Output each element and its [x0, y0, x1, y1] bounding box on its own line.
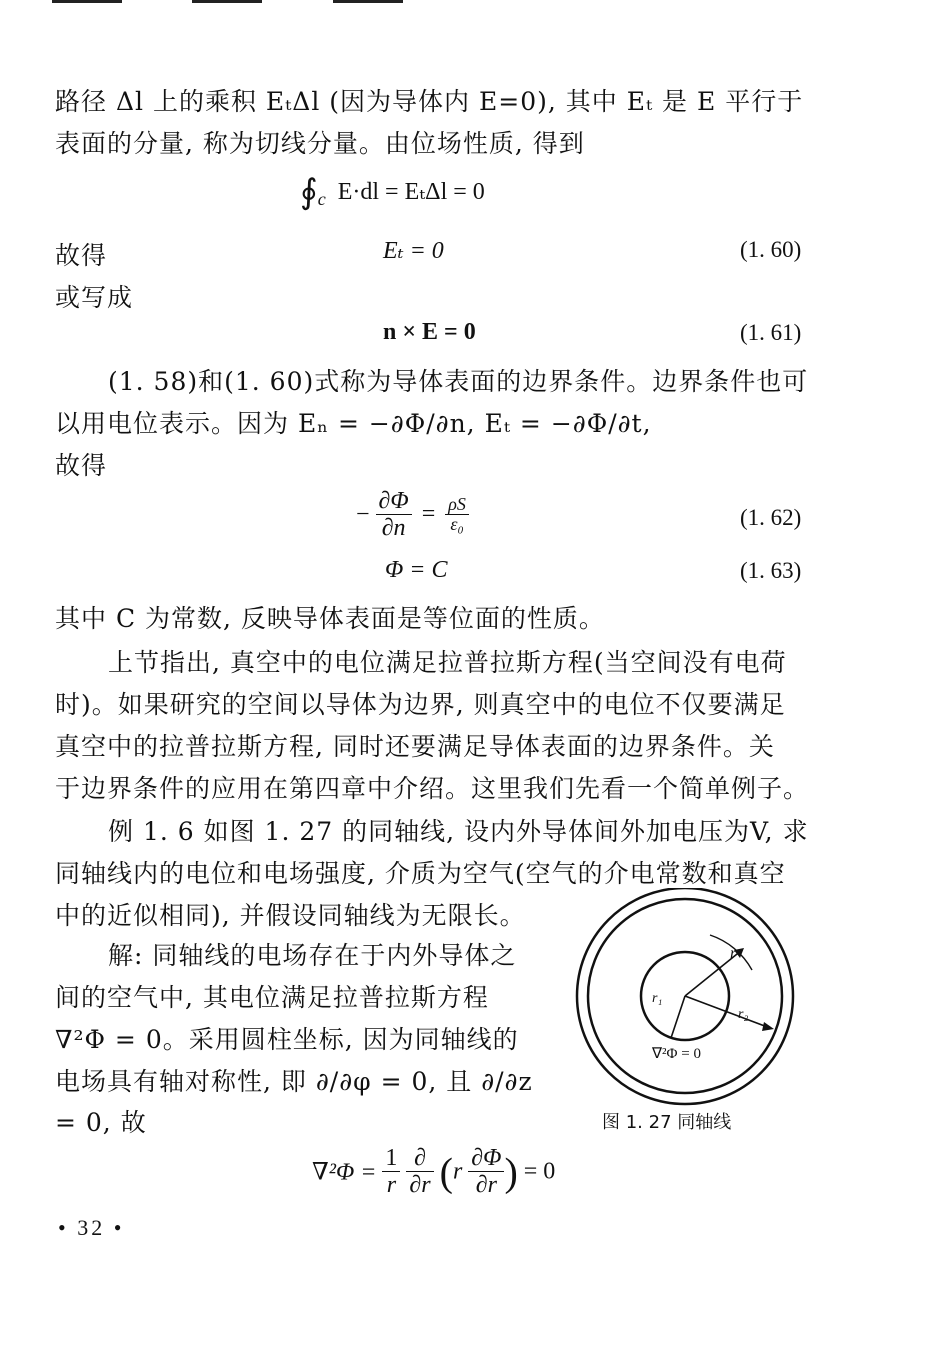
radius-r1-line: [671, 996, 685, 1038]
final-frac2-bottom: ∂r: [409, 1172, 431, 1199]
final-right-paren: ): [504, 1149, 518, 1195]
final-frac1-bottom: r: [386, 1172, 397, 1199]
example-line1: 例 1. 6 如图 1. 27 的同轴线, 设内外导体间外加电压为V, 求: [108, 817, 809, 846]
eq160-body: Eₜ = 0: [383, 238, 444, 264]
top-rule-3: [333, 0, 403, 3]
final-frac-1-over-r: [382, 1145, 400, 1199]
para4-line3: 真空中的拉普拉斯方程, 同时还要满足导体表面的边界条件。关: [55, 732, 775, 761]
final-frac1-top: 1: [382, 1145, 400, 1172]
final-equation: [312, 1145, 555, 1199]
para1-line2: 表面的分量, 称为切线分量。由位场性质, 得到: [55, 129, 585, 158]
eq162-lhs-fraction: [376, 488, 412, 542]
eq162-lhs-denominator: ∂n: [381, 515, 406, 542]
para1-line1: 路径 Δl 上的乘积 EₜΔl (因为导体内 E=0), 其中 Eₜ 是 E 平行于: [55, 87, 804, 116]
coaxial-line-figure: [570, 888, 800, 1108]
figure-caption: 图 1. 27 同轴线: [602, 1112, 732, 1133]
contour-subscript: c: [317, 188, 326, 209]
final-frac-d-dr: [406, 1145, 433, 1199]
eq162-minus: −: [356, 501, 370, 528]
para3: 其中 C 为常数, 反映导体表面是等位面的性质。: [55, 604, 605, 633]
eq162-rhs-numerator: ρS: [445, 495, 469, 516]
label-laplace: ∇²Φ = 0: [652, 1046, 701, 1062]
top-rule-1: [52, 0, 122, 3]
label-r1: r₁: [652, 991, 663, 1006]
final-lhs: ∇²Φ =: [312, 1159, 377, 1186]
final-left-paren: (: [439, 1149, 453, 1195]
eq162-body: [356, 488, 469, 542]
eq162-lhs-numerator: ∂Φ: [376, 488, 412, 515]
eq163-body: Φ = C: [385, 557, 448, 583]
para4-line4: 于边界条件的应用在第四章中介绍。这里我们先看一个简单例子。: [55, 774, 810, 803]
final-frac3-top: ∂Φ: [468, 1145, 504, 1172]
integral-body: E·dl = EₜΔl = 0: [337, 179, 485, 205]
label-r2: r₂: [738, 1007, 749, 1022]
eq162-rhs-denominator: ε₀: [450, 514, 464, 535]
solution-line2: 间的空气中, 其电位满足拉普拉斯方程: [55, 983, 489, 1012]
final-frac-dphi-dr: [468, 1145, 504, 1199]
final-inner-r: r: [452, 1158, 463, 1185]
para4-line2: 时)。如果研究的空间以导体为边界, 则真空中的电位不仅要满足: [55, 690, 786, 719]
contour-integral-sign: ∮: [300, 174, 318, 211]
final-frac2-top: ∂: [406, 1145, 433, 1172]
solution-line5: = 0, 故: [55, 1108, 147, 1137]
label-r: r: [730, 945, 737, 962]
or-write-text: 或写成: [55, 283, 134, 312]
example-line2: 同轴线内的电位和电场强度, 介质为空气(空气的介电常数和真空: [55, 859, 786, 888]
eq161-body: n × E = 0: [383, 319, 476, 345]
radius-r2-arrowhead: [762, 1022, 774, 1031]
final-frac3-bottom: ∂r: [475, 1172, 497, 1199]
eq163-number: (1. 63): [740, 558, 802, 583]
eq161-number: (1. 61): [740, 320, 802, 345]
final-rhs: = 0: [523, 1158, 556, 1185]
eq162-equals: =: [421, 501, 436, 528]
integral-equation: [300, 172, 485, 212]
example-line3: 中的近似相同), 并假设同轴线为无限长。: [55, 901, 526, 930]
solution-line1: 解: 同轴线的电场存在于内外导体之: [108, 941, 517, 970]
eq160-number: (1. 60): [740, 237, 802, 262]
solution-line3: ∇²Φ = 0。采用圆柱坐标, 因为同轴线的: [55, 1025, 519, 1054]
para2-line3: 故得: [55, 451, 108, 480]
para4-line1: 上节指出, 真空中的电位满足拉普拉斯方程(当空间没有电荷: [108, 648, 787, 677]
para2-line2: 以用电位表示。因为 Eₙ = −∂Φ/∂n, Eₜ = −∂Φ/∂t,: [55, 409, 652, 438]
eq160-lead: 故得: [55, 241, 108, 270]
eq162-number: (1. 62): [740, 505, 802, 530]
eq162-rhs-fraction: [445, 495, 469, 536]
para2-line1: (1. 58)和(1. 60)式称为导体表面的边界条件。边界条件也可: [108, 367, 809, 396]
top-rule-2: [192, 0, 262, 3]
page-number: • 32 •: [58, 1215, 125, 1240]
solution-line4: 电场具有轴对称性, 即 ∂/∂φ = 0, 且 ∂/∂z: [55, 1067, 533, 1096]
